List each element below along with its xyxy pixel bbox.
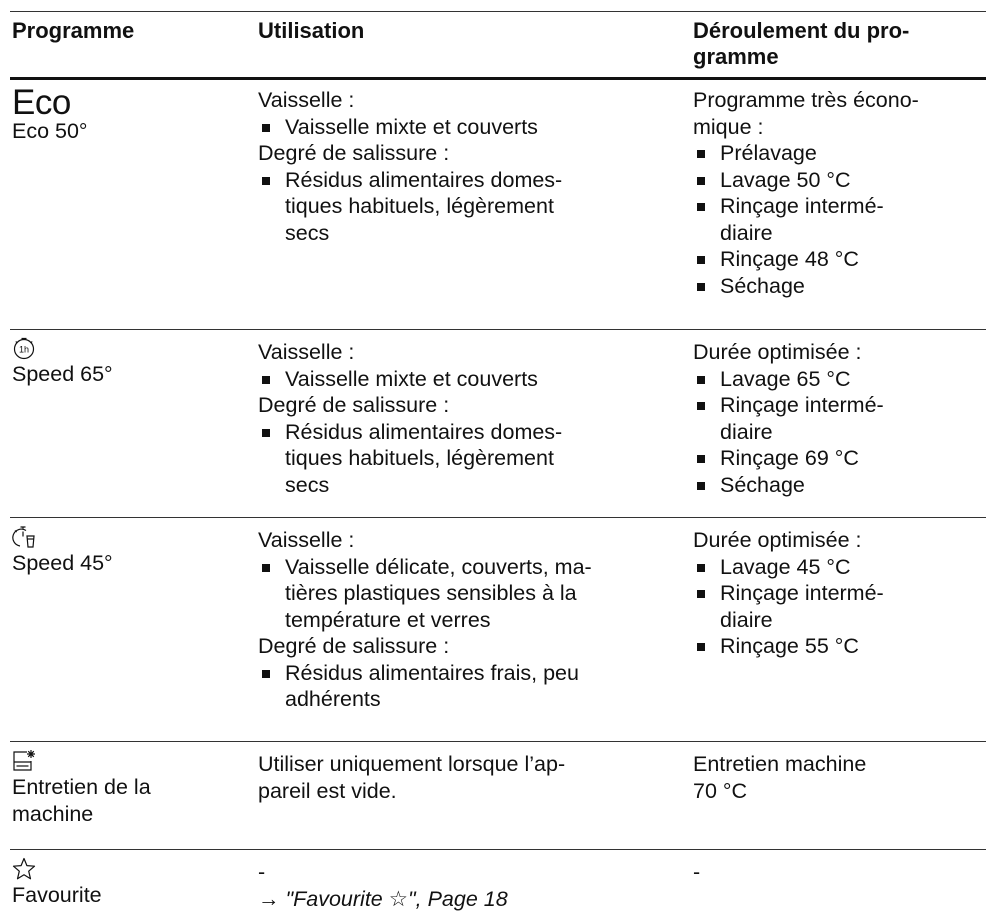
favourite-link[interactable]: [258, 886, 678, 913]
list-text: diaire: [720, 220, 773, 245]
header-utilisation: Utilisation: [258, 18, 365, 43]
header-line: Déroulement du pro-: [693, 18, 910, 43]
bullet-icon: [697, 590, 705, 598]
list-text: adhérents: [285, 687, 381, 711]
header-line: gramme: [693, 43, 779, 69]
bullet-icon: [262, 670, 270, 678]
programme-name: machine: [12, 801, 94, 826]
usage-cell-speed65: [258, 339, 678, 498]
programme-cell-eco: [12, 83, 237, 145]
list-item: [693, 193, 985, 246]
bullet-icon: [697, 203, 705, 211]
list-text: Résidus alimentaires domes-: [285, 167, 563, 192]
bullet-icon: [697, 402, 705, 410]
list-item: [693, 366, 985, 393]
list-item: [258, 660, 678, 713]
usage-label: Vaisselle :: [258, 340, 355, 364]
usage-cell-favourite: [258, 859, 678, 912]
usage-label: Degré de salissure :: [258, 393, 450, 417]
row-divider: [10, 517, 986, 518]
list-text: tières plastiques sensibles à la: [285, 581, 577, 605]
usage-label: Degré de salissure :: [258, 634, 450, 658]
star-icon: [12, 857, 36, 881]
list-item: [258, 167, 678, 247]
header-programme: Programme: [12, 18, 135, 43]
list-text: tiques habituels, légèrement: [285, 194, 554, 218]
bullet-icon: [697, 482, 705, 490]
bullet-icon: [262, 376, 270, 384]
programme-name: Entretien de la: [12, 775, 151, 799]
list-item: [693, 167, 985, 194]
list-text: Rinçage intermé-: [720, 393, 884, 417]
usage-cell-eco: [258, 87, 678, 246]
programme-name: Eco 50°: [12, 119, 88, 143]
bullet-icon: [697, 177, 705, 185]
list-item: [693, 472, 985, 499]
bullet-icon: [697, 150, 705, 158]
process-cell-favourite: [693, 859, 985, 886]
usage-dash: -: [258, 860, 266, 884]
usage-label: Vaisselle :: [258, 528, 355, 552]
table-header-rule: [10, 77, 986, 80]
list-text: Rinçage 69 °C: [720, 446, 859, 470]
arrow-right-icon: →: [258, 886, 280, 911]
list-text: Vaisselle mixte et couverts: [285, 114, 538, 139]
header-deroulement: [693, 18, 985, 69]
usage-cell-speed45: [258, 527, 678, 713]
bullet-icon: [262, 429, 270, 437]
list-text: Rinçage intermé-: [720, 194, 884, 218]
list-item: [693, 246, 985, 273]
stopwatch-glass-icon: [12, 525, 36, 549]
list-text: secs: [285, 472, 330, 497]
list-text: Prélavage: [720, 141, 817, 165]
process-cell-machine-care: [693, 751, 985, 804]
bullet-icon: [697, 643, 705, 651]
eco-logo: Eco: [12, 83, 71, 122]
process-intro: Durée optimisée :: [693, 340, 862, 364]
list-text: Vaisselle mixte et couverts: [285, 366, 538, 391]
list-item: [693, 140, 985, 167]
bullet-icon: [697, 283, 705, 291]
bullet-icon: [697, 564, 705, 572]
list-text: Résidus alimentaires domes-: [285, 419, 563, 444]
favourite-link-text[interactable]: "Favourite ☆", Page 18: [285, 886, 508, 911]
row-divider: [10, 849, 986, 850]
usage-text: Utiliser uniquement lorsque l’ap-: [258, 752, 566, 776]
list-item: [693, 392, 985, 445]
svg-text:1h: 1h: [18, 344, 30, 355]
list-text: secs: [285, 220, 330, 245]
list-text: Rinçage intermé-: [720, 581, 884, 605]
programme-name: Favourite: [12, 883, 102, 907]
process-text: Entretien machine: [693, 752, 867, 776]
usage-cell-machine-care: [258, 751, 678, 804]
stopwatch-1h-icon: [12, 336, 36, 360]
list-text: Lavage 45 °C: [720, 554, 851, 579]
usage-text: pareil est vide.: [258, 778, 397, 803]
list-item: [258, 114, 678, 141]
list-text: Résidus alimentaires frais, peu: [285, 660, 579, 685]
programme-cell-speed65: [12, 336, 237, 388]
bullet-icon: [697, 376, 705, 384]
programme-cell-speed45: [12, 525, 237, 577]
process-text: 70 °C: [693, 778, 748, 803]
process-intro: Durée optimisée :: [693, 528, 862, 552]
bullet-icon: [697, 256, 705, 264]
usage-label: Degré de salissure :: [258, 141, 450, 165]
process-intro: Programme très écono-: [693, 88, 919, 112]
bullet-icon: [262, 124, 270, 132]
row-divider: [10, 329, 986, 330]
list-text: Rinçage 48 °C: [720, 247, 859, 271]
programme-cell-machine-care: [12, 749, 237, 827]
list-item: [693, 554, 985, 581]
list-item: [693, 580, 985, 633]
list-text: diaire: [720, 419, 773, 444]
bullet-icon: [262, 177, 270, 185]
row-divider: [10, 741, 986, 742]
list-text: diaire: [720, 607, 773, 632]
list-text: Séchage: [720, 273, 805, 298]
bullet-icon: [262, 564, 270, 572]
process-intro: mique :: [693, 114, 764, 139]
list-text: température et verres: [285, 607, 491, 632]
process-cell-eco: [693, 87, 985, 299]
list-item: [258, 554, 678, 634]
programme-cell-favourite: [12, 857, 237, 909]
list-text: Vaisselle délicate, couverts, ma-: [285, 554, 592, 579]
list-text: Lavage 65 °C: [720, 366, 851, 391]
programme-name: Speed 65°: [12, 362, 113, 386]
process-dash: -: [693, 860, 701, 884]
list-text: Lavage 50 °C: [720, 167, 851, 192]
table-top-rule: [10, 11, 986, 12]
programme-name: Speed 45°: [12, 551, 113, 575]
list-text: Rinçage 55 °C: [720, 634, 859, 658]
list-item: [693, 273, 985, 300]
list-item: [258, 366, 678, 393]
process-cell-speed45: [693, 527, 985, 660]
list-text: tiques habituels, légèrement: [285, 446, 554, 470]
usage-label: Vaisselle :: [258, 88, 355, 112]
bullet-icon: [697, 455, 705, 463]
machine-care-icon: [12, 749, 36, 773]
list-item: [693, 445, 985, 472]
list-item: [258, 419, 678, 499]
list-item: [693, 633, 985, 660]
process-cell-speed65: [693, 339, 985, 498]
list-text: Séchage: [720, 472, 805, 497]
